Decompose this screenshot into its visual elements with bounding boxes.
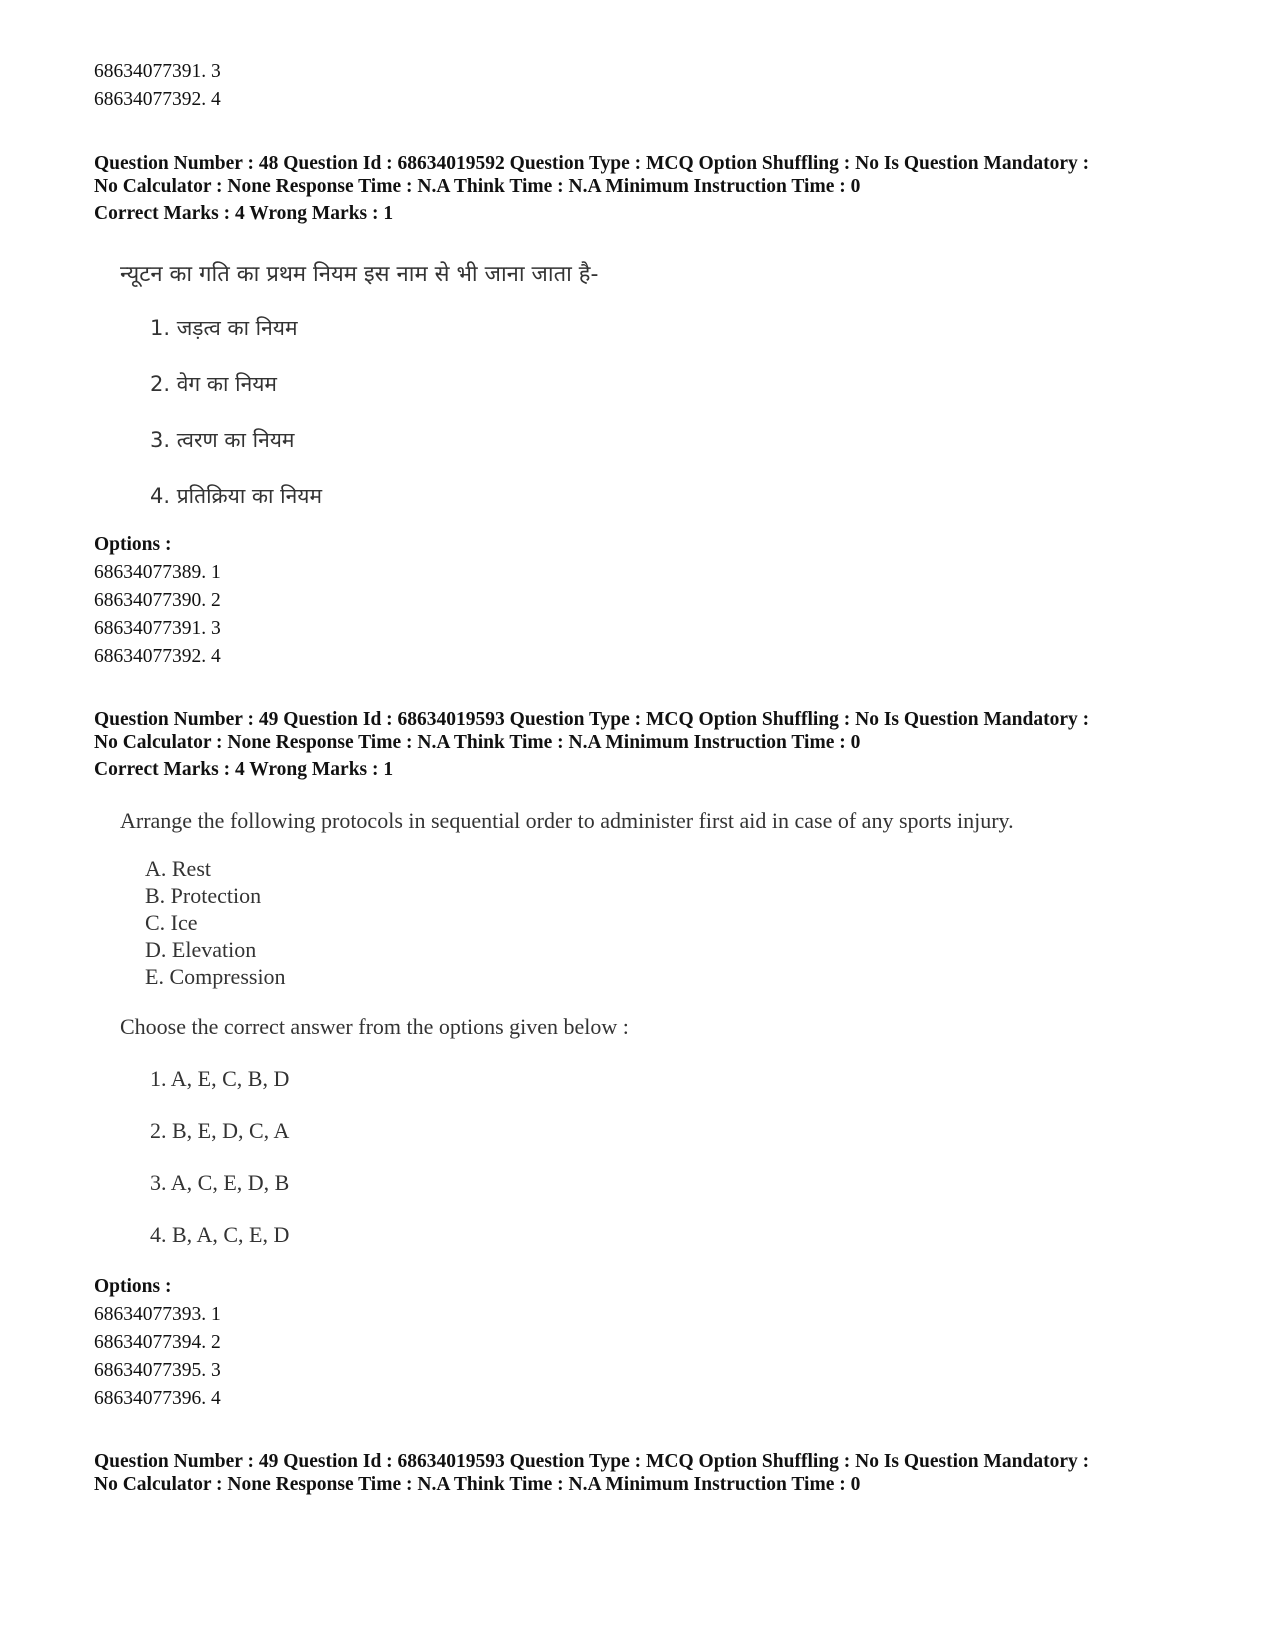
option-line: 68634077396. 4	[94, 1388, 221, 1409]
question-header-line1: Question Number : 49 Question Id : 68634019593 Question Type : MCQ Option Shuffling : No Is Question Mandatory :	[94, 1451, 1090, 1472]
list-item: E. Compression	[145, 964, 286, 989]
question-stem: न्यूटन का गति का प्रथम नियम इस नाम से भी जाना जाता है-	[120, 262, 599, 287]
question-choice: 1. A, E, C, B, D	[150, 1066, 290, 1091]
question-marks: Correct Marks : 4 Wrong Marks : 1	[94, 759, 394, 780]
question-header-line1: Question Number : 49 Question Id : 68634019593 Question Type : MCQ Option Shuffling : No Is Question Mandatory :	[94, 709, 1090, 730]
list-item: B. Protection	[145, 883, 262, 908]
option-line: 68634077393. 1	[94, 1304, 221, 1325]
question-header-line1: Question Number : 48 Question Id : 68634019592 Question Type : MCQ Option Shuffling : No Is Question Mandatory :	[94, 153, 1090, 174]
question-choice: 1. जड़त्व का नियम	[150, 316, 298, 340]
question-stem: Arrange the following protocols in sequential order to administer first aid in case of any sports injury.	[120, 808, 1014, 833]
question-header-line2: No Calculator : None Response Time : N.A Think Time : N.A Minimum Instruction Time : 0	[94, 1474, 861, 1495]
option-line: 68634077389. 1	[94, 562, 221, 583]
options-label: Options :	[94, 534, 172, 555]
question-choice: 2. B, E, D, C, A	[150, 1118, 290, 1143]
question-choice: 3. A, C, E, D, B	[150, 1170, 290, 1195]
list-item: A. Rest	[145, 856, 211, 881]
list-item: D. Elevation	[145, 937, 257, 962]
question-header-line2: No Calculator : None Response Time : N.A Think Time : N.A Minimum Instruction Time : 0	[94, 732, 861, 753]
question-choice: 3. त्वरण का नियम	[150, 428, 295, 452]
question-choice: 2. वेग का नियम	[150, 372, 277, 396]
question-marks: Correct Marks : 4 Wrong Marks : 1	[94, 203, 394, 224]
option-line: 68634077392. 4	[94, 89, 221, 110]
list-item: C. Ice	[145, 910, 198, 935]
option-line: 68634077394. 2	[94, 1332, 221, 1353]
question-choice: 4. B, A, C, E, D	[150, 1222, 290, 1247]
question-header-line2: No Calculator : None Response Time : N.A Think Time : N.A Minimum Instruction Time : 0	[94, 176, 861, 197]
question-instruction: Choose the correct answer from the options given below :	[120, 1014, 629, 1039]
options-label: Options :	[94, 1276, 172, 1297]
question-choice: 4. प्रतिक्रिया का नियम	[150, 484, 323, 508]
option-line: 68634077392. 4	[94, 646, 221, 667]
option-line: 68634077391. 3	[94, 618, 221, 639]
option-line: 68634077390. 2	[94, 590, 221, 611]
option-line: 68634077395. 3	[94, 1360, 221, 1381]
option-line: 68634077391. 3	[94, 61, 221, 82]
